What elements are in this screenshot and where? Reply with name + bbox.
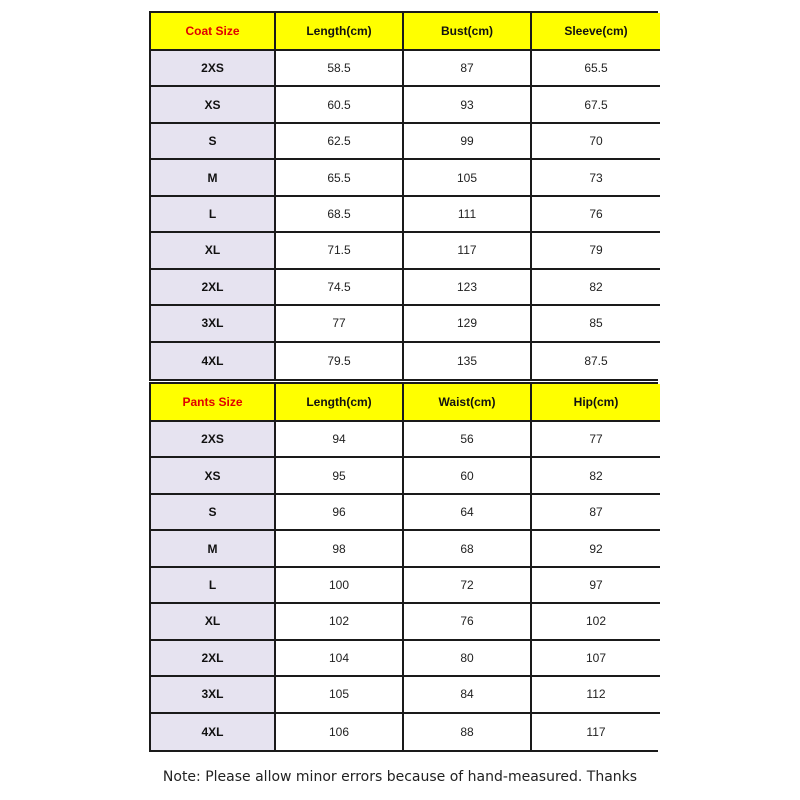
pants-table-cell: 87	[532, 495, 660, 531]
coat-table-cell: 82	[532, 270, 660, 306]
pants-table-cell: 60	[404, 458, 532, 494]
pants-header-col-2: Waist(cm)	[404, 384, 532, 422]
pants-table-cell: 102	[276, 604, 404, 640]
pants-table-cell: 104	[276, 641, 404, 677]
pants-table-cell: 102	[532, 604, 660, 640]
coat-size-label: 4XL	[151, 343, 276, 379]
coat-table-cell: 65.5	[532, 51, 660, 87]
coat-table-cell: 70	[532, 124, 660, 160]
coat-table-cell: 99	[404, 124, 532, 160]
pants-table-cell: 80	[404, 641, 532, 677]
pants-header-col-3: Hip(cm)	[532, 384, 660, 422]
pants-header-col-1: Length(cm)	[276, 384, 404, 422]
pants-size-label: 2XS	[151, 422, 276, 458]
coat-size-label: M	[151, 160, 276, 196]
coat-table-cell: 60.5	[276, 87, 404, 123]
pants-table-cell: 92	[532, 531, 660, 567]
pants-table-cell: 72	[404, 568, 532, 604]
coat-size-label: 2XL	[151, 270, 276, 306]
coat-table-cell: 62.5	[276, 124, 404, 160]
pants-table-cell: 77	[532, 422, 660, 458]
pants-table-cell: 117	[532, 714, 660, 750]
pants-table-cell: 76	[404, 604, 532, 640]
pants-size-label: 2XL	[151, 641, 276, 677]
coat-table-cell: 67.5	[532, 87, 660, 123]
coat-size-label: 2XS	[151, 51, 276, 87]
pants-table-cell: 56	[404, 422, 532, 458]
coat-table-cell: 73	[532, 160, 660, 196]
coat-size-chart	[149, 11, 658, 381]
pants-table-cell: 84	[404, 677, 532, 713]
coat-table-cell: 76	[532, 197, 660, 233]
coat-header-size: Coat Size	[151, 13, 276, 51]
coat-size-label: XL	[151, 233, 276, 269]
pants-table-cell: 82	[532, 458, 660, 494]
coat-size-label: S	[151, 124, 276, 160]
pants-table-cell: 106	[276, 714, 404, 750]
coat-table-cell: 79.5	[276, 343, 404, 379]
pants-header-size: Pants Size	[151, 384, 276, 422]
coat-table-cell: 71.5	[276, 233, 404, 269]
coat-table-cell: 111	[404, 197, 532, 233]
coat-table-cell: 58.5	[276, 51, 404, 87]
pants-table-cell: 100	[276, 568, 404, 604]
coat-table-cell: 93	[404, 87, 532, 123]
pants-size-label: XL	[151, 604, 276, 640]
pants-table-cell: 96	[276, 495, 404, 531]
coat-table-cell: 129	[404, 306, 532, 342]
coat-table-cell: 87	[404, 51, 532, 87]
pants-size-label: 4XL	[151, 714, 276, 750]
coat-table-cell: 123	[404, 270, 532, 306]
pants-table-cell: 107	[532, 641, 660, 677]
pants-table-cell: 112	[532, 677, 660, 713]
coat-size-label: L	[151, 197, 276, 233]
coat-size-label: XS	[151, 87, 276, 123]
pants-table-cell: 97	[532, 568, 660, 604]
coat-table-cell: 65.5	[276, 160, 404, 196]
coat-table-cell: 68.5	[276, 197, 404, 233]
coat-size-label: 3XL	[151, 306, 276, 342]
pants-table-cell: 98	[276, 531, 404, 567]
pants-size-label: S	[151, 495, 276, 531]
coat-table-cell: 135	[404, 343, 532, 379]
pants-size-label: XS	[151, 458, 276, 494]
pants-size-label: M	[151, 531, 276, 567]
coat-table-cell: 79	[532, 233, 660, 269]
measurement-note: Note: Please allow minor errors because of hand-measured. Thanks	[162, 769, 638, 785]
pants-table-cell: 88	[404, 714, 532, 750]
pants-table-cell: 94	[276, 422, 404, 458]
pants-size-label: L	[151, 568, 276, 604]
pants-table-cell: 64	[404, 495, 532, 531]
coat-header-col-3: Sleeve(cm)	[532, 13, 660, 51]
pants-table-cell: 105	[276, 677, 404, 713]
coat-header-col-2: Bust(cm)	[404, 13, 532, 51]
coat-table-cell: 105	[404, 160, 532, 196]
pants-size-chart	[149, 382, 658, 752]
coat-table-cell: 85	[532, 306, 660, 342]
coat-table-cell: 87.5	[532, 343, 660, 379]
coat-header-col-1: Length(cm)	[276, 13, 404, 51]
coat-table-cell: 77	[276, 306, 404, 342]
pants-table-cell: 95	[276, 458, 404, 494]
coat-table-cell: 117	[404, 233, 532, 269]
coat-table-cell: 74.5	[276, 270, 404, 306]
pants-table-cell: 68	[404, 531, 532, 567]
pants-size-label: 3XL	[151, 677, 276, 713]
